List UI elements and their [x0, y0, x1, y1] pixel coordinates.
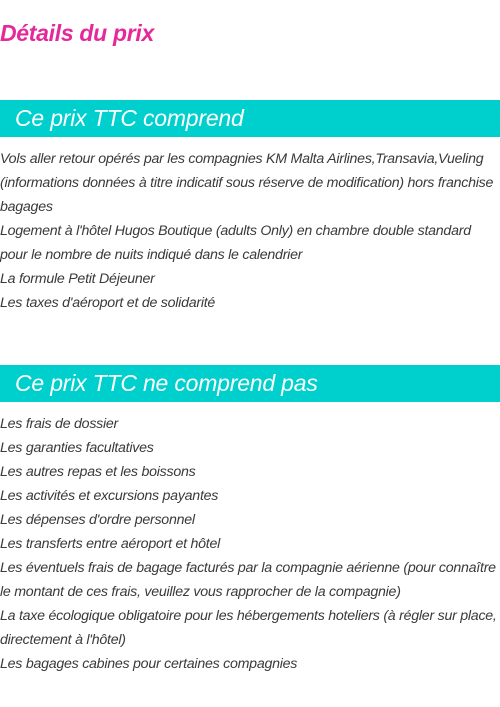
list-item: Les taxes d'aéroport et de solidarité	[0, 295, 216, 311]
list-item: La formule Petit Déjeuner	[0, 271, 155, 287]
list-item: Vols aller retour opérés par les compagnies KM Malta Airlines,Transavia,Vueling (informations données à titre indicatif sous réserve de modification) hors franchise bagages	[0, 151, 494, 215]
list-item: Les transferts entre aéroport et hôtel	[0, 536, 220, 552]
excluded-list	[0, 412, 500, 676]
list-item: Les dépenses d'ordre personnel	[0, 512, 195, 528]
list-item: Les frais de dossier	[0, 416, 119, 432]
page-title: Détails du prix	[0, 20, 154, 46]
list-item: Logement à l'hôtel Hugos Boutique (adults Only) en chambre double standard pour le nombre de nuits indiqué dans le calendrier	[0, 223, 471, 263]
list-item: Les bagages cabines pour certaines compagnies	[0, 656, 298, 672]
list-item: Les garanties facultatives	[0, 440, 154, 456]
included-list	[0, 147, 500, 315]
list-item: La taxe écologique obligatoire pour les hébergements hoteliers (à régler sur place, directement à l'hôtel)	[0, 608, 497, 648]
included-section-header: Ce prix TTC comprend	[0, 100, 500, 137]
excluded-section-header: Ce prix TTC ne comprend pas	[0, 365, 500, 402]
list-item: Les éventuels frais de bagage facturés par la compagnie aérienne (pour connaître le montant de ces frais, veuillez vous rapprocher de la compagnie)	[0, 560, 496, 600]
list-item: Les autres repas et les boissons	[0, 464, 196, 480]
list-item: Les activités et excursions payantes	[0, 488, 219, 504]
